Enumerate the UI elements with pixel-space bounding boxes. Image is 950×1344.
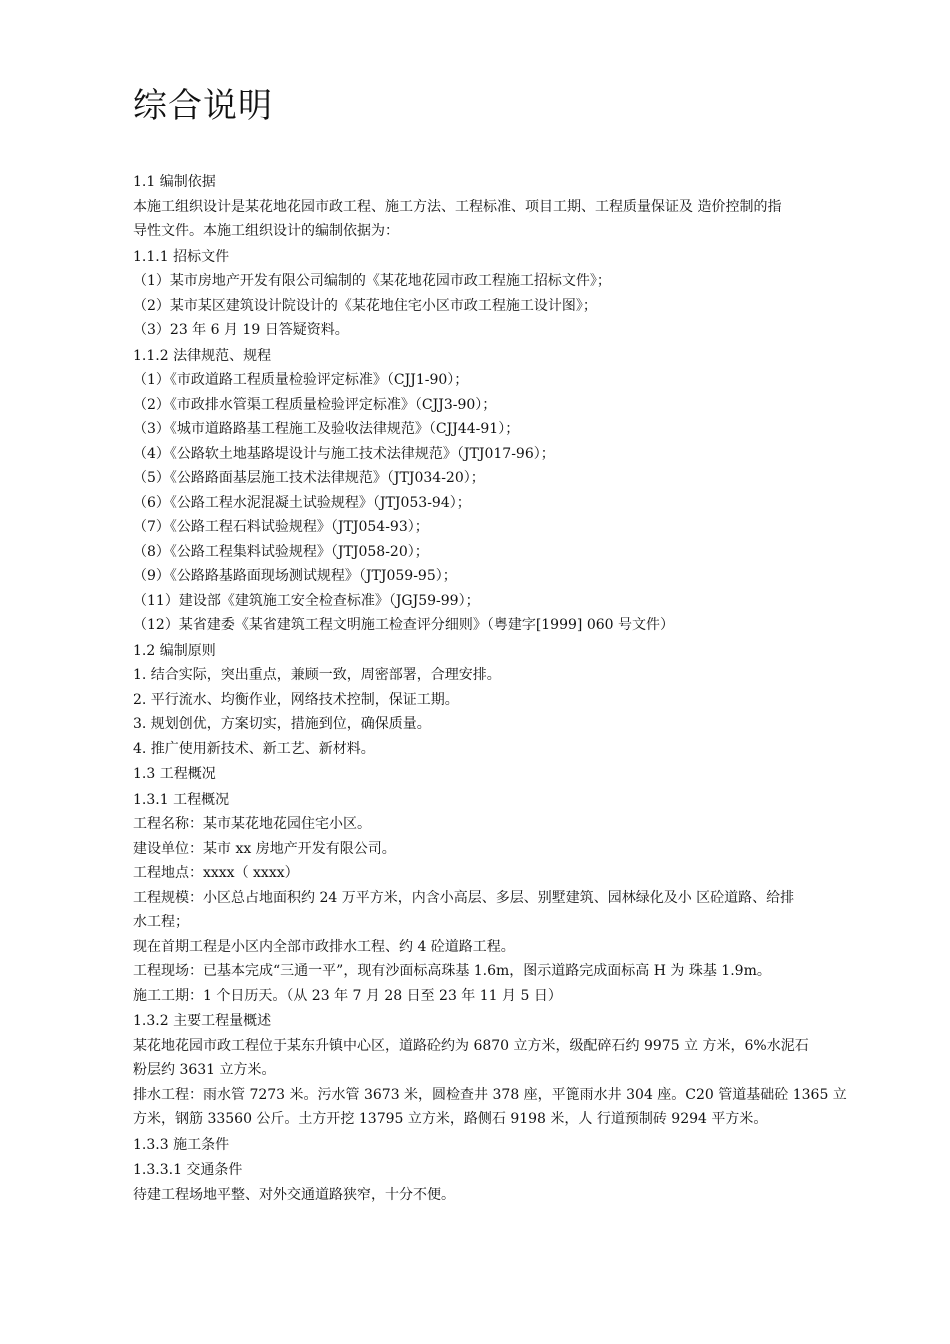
list-item: （3）23 年 6 月 19 日答疑资料。 [133, 322, 349, 338]
list-item: （2）某市某区建筑设计院设计的《某花地住宅小区市政工程施工设计图》； [133, 297, 597, 314]
info-line: 工程现场：已基本完成“三通一平”，现有沙面标高珠基 1.6m，图示道路完成面标高 H 为 珠基 1.9m。 [133, 963, 771, 979]
heading-1-1-1: 1.1.1 招标文件 [133, 248, 230, 265]
heading-1-3-2: 1.3.2 主要工程量概述 [133, 1013, 272, 1029]
list-item: 1. 结合实际，突出重点，兼顾一致，周密部署，合理安排。 [133, 667, 501, 683]
document-title: 综合说明 [133, 86, 273, 126]
list-item: （4）《公路软土地基路堤设计与施工技术法律规范》（JTJ017-96）； [133, 445, 555, 462]
list-item: （5）《公路路面基层施工技术法律规范》（JTJ034-20）； [133, 470, 485, 486]
list-item: 3. 规划创优，方案切实，措施到位，确保质量。 [133, 716, 431, 732]
paragraph-line: 排水工程：雨水管 7273 米。污水管 3673 米，圆检查井 378 座，平篦雨水井 304 座。C20 管道基础砼 1365 立 [133, 1086, 847, 1103]
heading-1-1-2: 1.1.2 法律规范、规程 [133, 347, 272, 364]
paragraph-line: 本施工组织设计是某花地花园市政工程、施工方法、工程标准、项目工期、工程质量保证及 造价控制的指 [133, 198, 782, 215]
heading-1-1: 1.1 编制依据 [133, 174, 216, 190]
list-item: （6）《公路工程水泥混凝土试验规程》（JTJ053-94）； [133, 494, 471, 511]
paragraph-line: 某花地花园市政工程位于某东升镇中心区，道路砼约为 6870 立方米，级配碎石约 9975 立 方米，6%水泥石 [133, 1037, 809, 1054]
heading-1-3: 1.3 工程概况 [133, 766, 216, 782]
list-item: （8）《公路工程集料试验规程》（JTJ058-20）； [133, 543, 429, 560]
list-item: （1）《市政道路工程质量检验评定标准》（CJJ1-90）； [133, 372, 469, 388]
info-line: 工程地点：xxxx（ xxxx） [133, 865, 299, 881]
list-item: （12）某省建委《某省建筑工程文明施工检查评分细则》（粤建字[1999] 060 号文件） [133, 617, 674, 633]
info-line: 施工工期：1 个日历天。（从 23 年 7 月 28 日至 23 年 11 月 5 日） [133, 987, 562, 1004]
heading-1-3-3-1: 1.3.3.1 交通条件 [133, 1162, 243, 1178]
list-item: （2）《市政排水管渠工程质量检验评定标准》（CJJ3-90）； [133, 396, 497, 413]
paragraph-line: 导性文件。本施工组织设计的编制依据为： [133, 223, 399, 239]
paragraph-line: 方米，钢筋 33560 公斤。土方开挖 13795 立方米，路侧石 9198 米，人 行道预制砖 9294 平方米。 [133, 1111, 768, 1127]
info-line: 现在首期工程是小区内全部市政排水工程、约 4 砼道路工程。 [133, 938, 515, 955]
list-item: 4. 推广使用新技术、新工艺、新材料。 [133, 740, 375, 757]
list-item: （3）《城市道路路基工程施工及验收法律规范》（CJJ44-91）； [133, 421, 520, 437]
list-item: （11）建设部《建筑施工安全检查标准》（JGJ59-99）； [133, 592, 480, 609]
list-item: （1）某市房地产开发有限公司编制的《某花地花园市政工程施工招标文件》； [133, 273, 611, 289]
list-item: （9）《公路路基路面现场测试规程》（JTJ059-95）； [133, 568, 457, 584]
heading-1-3-3: 1.3.3 施工条件 [133, 1136, 230, 1153]
info-line: 工程规模：小区总占地面积约 24 万平方米，内含小高层、多层、别墅建筑、园林绿化及小 区砼道路、给排 [133, 889, 795, 906]
list-item: （7）《公路工程石料试验规程》（JTJ054-93）； [133, 519, 429, 535]
info-line: 建设单位：某市 xx 房地产开发有限公司。 [133, 840, 396, 857]
info-line: 工程名称：某市某花地花园住宅小区。 [133, 816, 371, 832]
list-item: 2. 平行流水、均衡作业，网络技术控制，保证工期。 [133, 691, 459, 708]
paragraph-line: 待建工程场地平整、对外交通道路狭窄，十分不便。 [133, 1186, 455, 1203]
paragraph-line: 粉层约 3631 立方米。 [133, 1062, 276, 1078]
heading-1-2: 1.2 编制原则 [133, 642, 216, 659]
document-body [133, 169, 888, 1207]
heading-1-3-1: 1.3.1 工程概况 [133, 791, 230, 808]
info-line: 水工程； [133, 914, 189, 930]
